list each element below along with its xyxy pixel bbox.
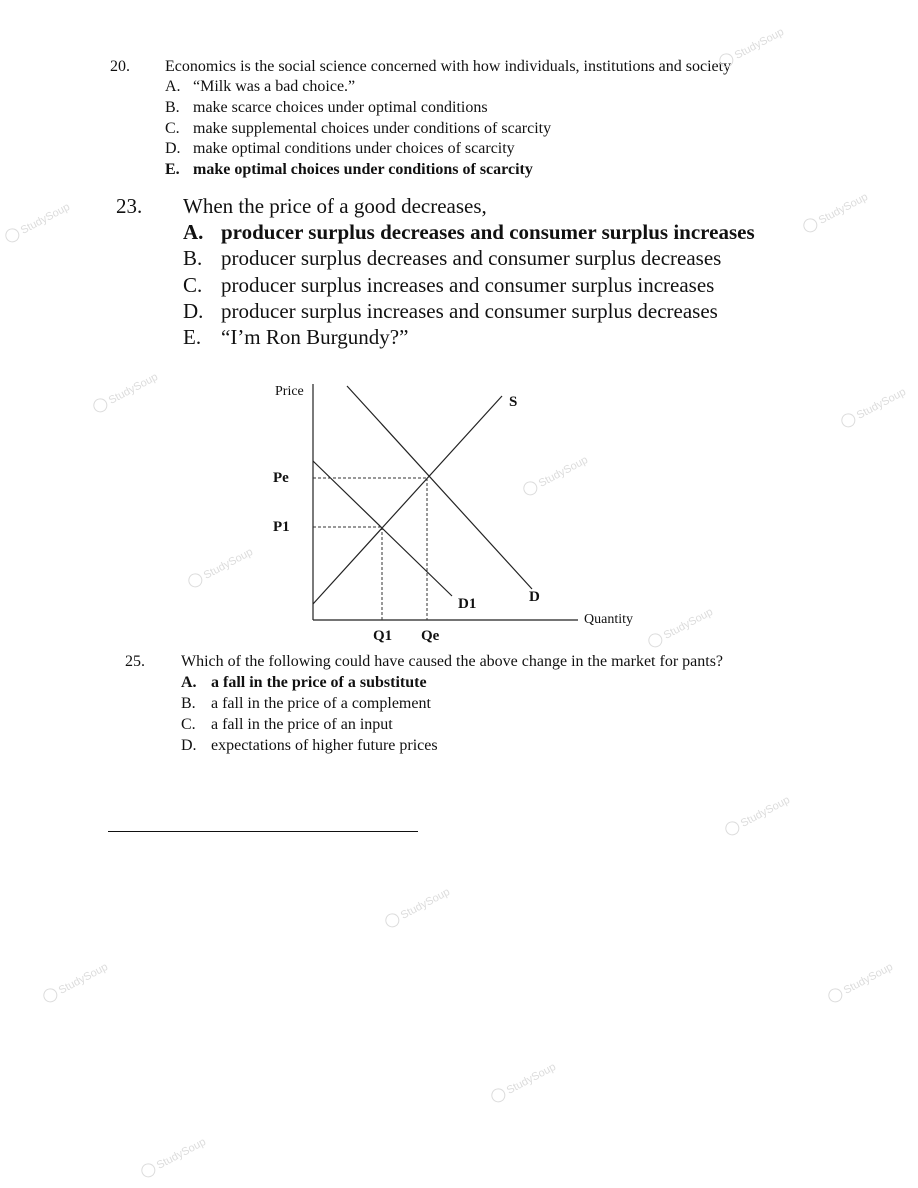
supply-curve	[313, 396, 502, 604]
option-text: expectations of higher future prices	[211, 737, 438, 754]
watermark: StudySoup	[723, 792, 792, 838]
footnote-divider	[108, 831, 418, 832]
watermark: StudySoup	[646, 604, 715, 650]
watermark: StudySoup	[186, 544, 255, 590]
watermark: StudySoup	[717, 24, 786, 70]
option-text: make optimal conditions under choices of scarcity	[193, 140, 515, 157]
watermark: StudySoup	[91, 369, 160, 415]
question-number: 23.	[116, 194, 143, 218]
question-number: 25.	[125, 653, 145, 670]
watermark: StudySoup	[801, 189, 870, 235]
watermark: StudySoup	[383, 884, 452, 930]
supply-label: S	[509, 394, 518, 410]
question-stem: Economics is the social science concerned with how individuals, institutions and society	[165, 58, 732, 75]
option-letter: C.	[183, 273, 203, 297]
watermark: StudySoup	[139, 1134, 208, 1180]
option-letter: D.	[165, 140, 181, 157]
y-axis-label: Price	[275, 384, 304, 399]
option-text: make scarce choices under optimal conditions	[193, 99, 488, 116]
q1-label: Q1	[373, 628, 393, 644]
option-letter: A.	[165, 78, 181, 95]
x-axis-label: Quantity	[584, 612, 633, 627]
watermark: StudySoup	[521, 452, 590, 498]
option-letter: C.	[165, 120, 180, 137]
question-stem: When the price of a good decreases,	[183, 194, 487, 218]
option-letter: C.	[181, 716, 196, 733]
pe-label: Pe	[273, 470, 289, 486]
demand-curve-d	[347, 386, 532, 589]
qe-label: Qe	[421, 628, 440, 644]
option-text-correct: a fall in the price of a substitute	[211, 674, 427, 691]
option-text: a fall in the price of an input	[211, 716, 393, 733]
option-letter: B.	[165, 99, 180, 116]
p1-label: P1	[273, 519, 290, 535]
option-text-correct: make optimal choices under conditions of scarcity	[193, 161, 533, 178]
option-letter-correct: E.	[165, 161, 180, 178]
watermark: StudySoup	[826, 959, 895, 1005]
watermark: StudySoup	[3, 199, 72, 245]
option-text: producer surplus increases and consumer surplus increases	[221, 273, 715, 297]
option-text: producer surplus decreases and consumer surplus decreases	[221, 246, 722, 270]
watermark: StudySoup	[489, 1059, 558, 1105]
demand-label: D	[529, 589, 540, 605]
option-letter: B.	[183, 246, 203, 270]
option-text: producer surplus increases and consumer surplus decreases	[221, 299, 718, 323]
option-text: a fall in the price of a complement	[211, 695, 431, 712]
option-text: “Milk was a bad choice.”	[193, 78, 356, 95]
option-text: “I’m Ron Burgundy?”	[221, 325, 409, 349]
option-letter-correct: A.	[183, 220, 204, 244]
option-letter: B.	[181, 695, 196, 712]
option-text: make supplemental choices under conditions of scarcity	[193, 120, 552, 137]
option-text-correct: producer surplus decreases and consumer surplus increases	[221, 220, 755, 244]
watermark: StudySoup	[41, 959, 110, 1005]
new-demand-label: D1	[458, 596, 477, 612]
question-number: 20.	[110, 58, 130, 75]
question-stem: Which of the following could have caused the above change in the market for pants?	[181, 653, 724, 670]
option-letter-correct: A.	[181, 674, 197, 691]
watermark: StudySoup	[839, 384, 908, 430]
option-letter: D.	[183, 299, 204, 323]
option-letter: E.	[183, 325, 202, 349]
option-letter: D.	[181, 737, 197, 754]
